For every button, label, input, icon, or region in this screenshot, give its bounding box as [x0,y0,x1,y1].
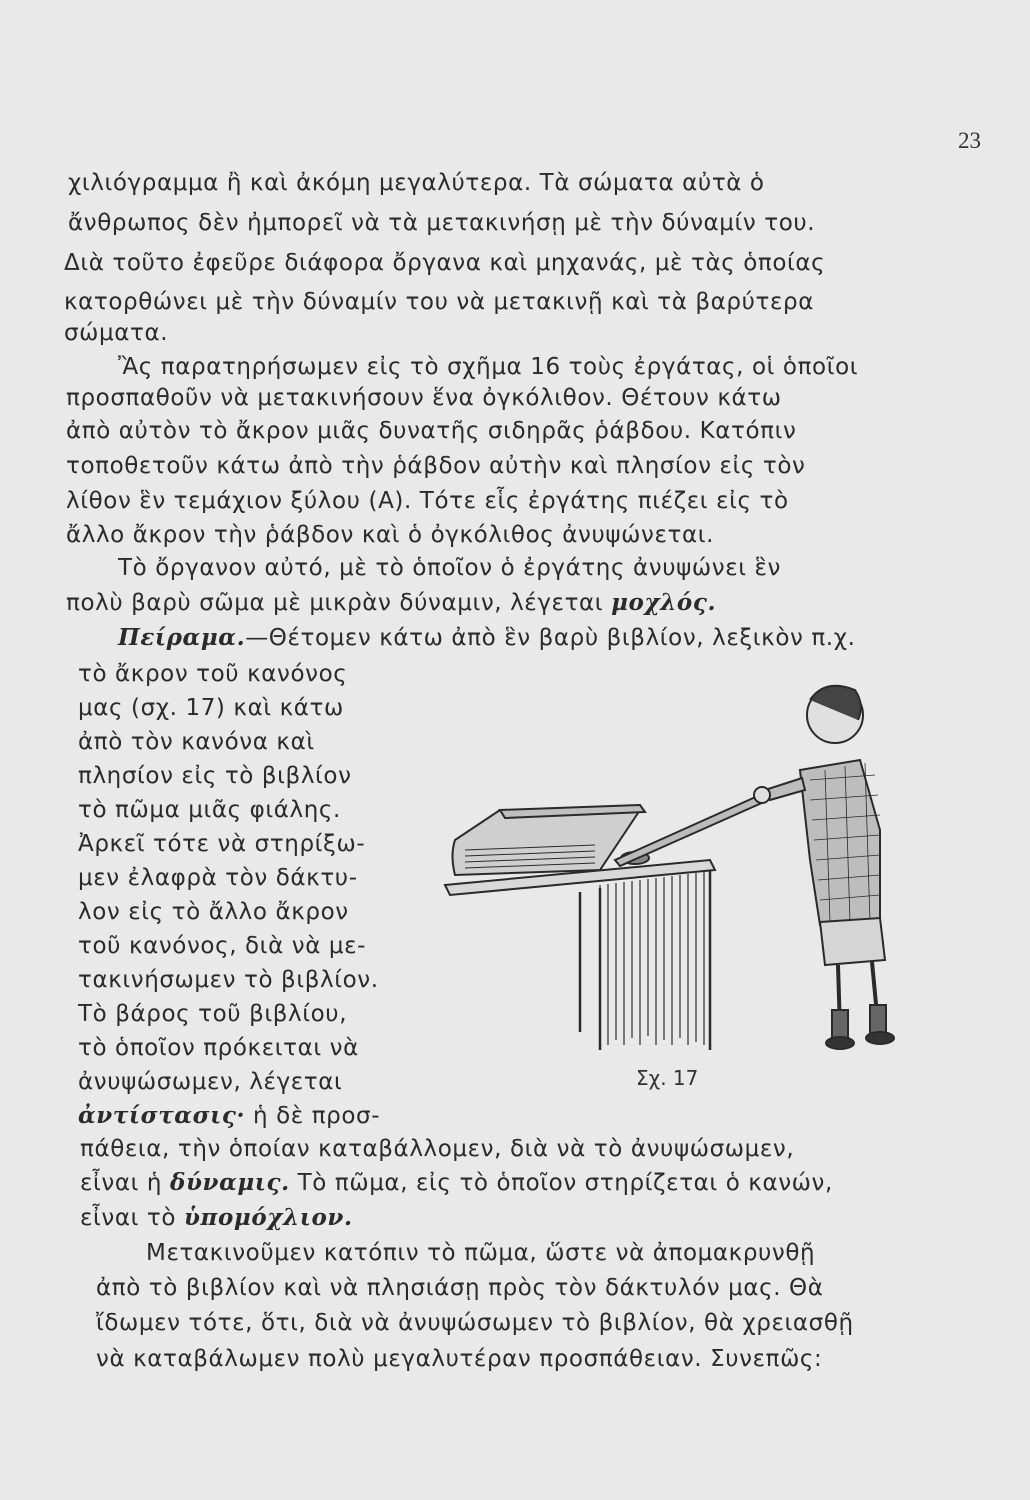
text-line: τὸ πῶμα μιᾶς φιάλης. [78,797,341,823]
figure-17-illustration [440,660,920,1060]
text-line: ἄνθρωπος δὲν ἠμπορεῖ νὰ τὰ μετακινήσῃ μὲ τὴν δύναμίν του. [68,210,816,236]
term-dynamis: δύναμις. [170,1169,290,1196]
text-segment: Τὸ πῶμα, εἰς τὸ ὁποῖον στηρίζεται ὁ κανών, [289,1170,833,1196]
text-line: τοποθετοῦν κάτω ἀπὸ τὴν ῥάβδον αὐτὴν καὶ πλησίον εἰς τὸν [66,453,806,479]
text-line [66,588,906,618]
text-line: ἀνυψώσωμεν, λέγεται [78,1069,343,1095]
text-line: Τὸ ὄργανον αὐτό, μὲ τὸ ὁποῖον ὁ ἐργάτης ἀνυψώνει ἓν [118,555,781,581]
text-line: τὸ ὁποῖον πρόκειται νὰ [78,1035,359,1061]
text-segment: πολὺ βαρὺ σῶμα μὲ μικρὰν δύναμιν, λέγεται [66,590,612,616]
text-line: Ἂς παρατηρήσωμεν εἰς τὸ σχῆμα 16 τοὺς ἐργάτας, οἱ ὁποῖοι [118,354,859,380]
text-segment: ἡ δὲ προσ- [245,1103,381,1129]
text-line [118,623,918,653]
text-line: λον εἰς τὸ ἄλλο ἄκρον [78,899,349,925]
text-line [78,1101,418,1131]
text-line: νὰ καταβάλωμεν πολὺ μεγαλυτέραν προσπάθειαν. Συνεπῶς: [96,1346,823,1372]
text-segment: —Θέτομεν κάτω ἀπὸ ἓν βαρὺ βιβλίον, λεξικὸν π.χ. [245,625,856,651]
text-segment: εἶναι ἡ [80,1170,171,1196]
text-line: ἄλλο ἄκρον τὴν ῥάβδον καὶ ὁ ὀγκόλιθος ἀνυψώνεται. [66,522,715,548]
figure-caption: Σχ. 17 [636,1066,699,1090]
text-line: Διὰ τοῦτο ἐφεῦρε διάφορα ὄργανα καὶ μηχανάς, μὲ τὰς ὁποίας [64,250,826,276]
text-line: τοῦ κανόνος, διὰ νὰ με- [78,933,367,959]
text-line: πάθεια, τὴν ὁποίαν καταβάλλομεν, διὰ νὰ τὸ ἀνυψώσωμεν, [80,1136,795,1162]
text-line: τακινήσωμεν τὸ βιβλίον. [78,967,379,993]
text-line: χιλιόγραμμα ἢ καὶ ἀκόμη μεγαλύτερα. Τὰ σώματα αὐτὰ ὁ [68,170,765,196]
term-hypomochlion: ὑπομόχλιον. [183,1204,353,1231]
text-line [80,1168,940,1198]
text-line: τὸ ἄκρον τοῦ κανόνος [78,661,348,687]
text-line: πλησίον εἰς τὸ βιβλίον [78,763,352,789]
text-line: λίθον ἓν τεμάχιον ξύλου (Α). Τότε εἷς ἐργάτης πιέζει εἰς τὸ [66,488,789,514]
text-line: Ἀρκεῖ τότε νὰ στηρίξω- [78,831,366,857]
text-line: προσπαθοῦν νὰ μετακινήσουν ἕνα ὀγκόλιθον. Θέτουν κάτω [66,385,782,411]
term-antistasis: ἀντίστασις· [78,1102,246,1129]
text-line: σώματα. [64,320,169,346]
text-line: Τὸ βάρος τοῦ βιβλίου, [78,1001,348,1027]
text-line: ἴδωμεν τότε, ὅτι, διὰ νὰ ἀνυψώσωμεν τὸ βιβλίον, θὰ χρειασθῇ [96,1310,854,1336]
text-line: μας (σχ. 17) καὶ κάτω [78,695,344,721]
text-line: μεν ἐλαφρὰ τὸν δάκτυ- [78,865,358,891]
text-segment: εἶναι τὸ [80,1205,184,1231]
term-peirama: Πείραμα. [118,624,246,651]
text-line: Μετακινοῦμεν κατόπιν τὸ πῶμα, ὥστε νὰ ἀπομακρυνθῇ [146,1240,816,1266]
term-mochlos: μοχλός. [611,589,717,616]
text-line [80,1203,920,1233]
text-line: ἀπὸ τὸν κανόνα καὶ [78,729,315,755]
text-line: ἀπὸ τὸ βιβλίον καὶ νὰ πλησιάσῃ πρὸς τὸν δάκτυλόν μας. Θὰ [96,1275,824,1301]
text-line: κατορθώνει μὲ τὴν δύναμίν του νὰ μετακινῇ καὶ τὰ βαρύτερα [64,289,814,315]
page-number: 23 [958,128,981,153]
text-line: ἀπὸ αὐτὸν τὸ ἄκρον μιᾶς δυνατῆς σιδηρᾶς ῥάβδου. Κατόπιν [66,418,797,444]
